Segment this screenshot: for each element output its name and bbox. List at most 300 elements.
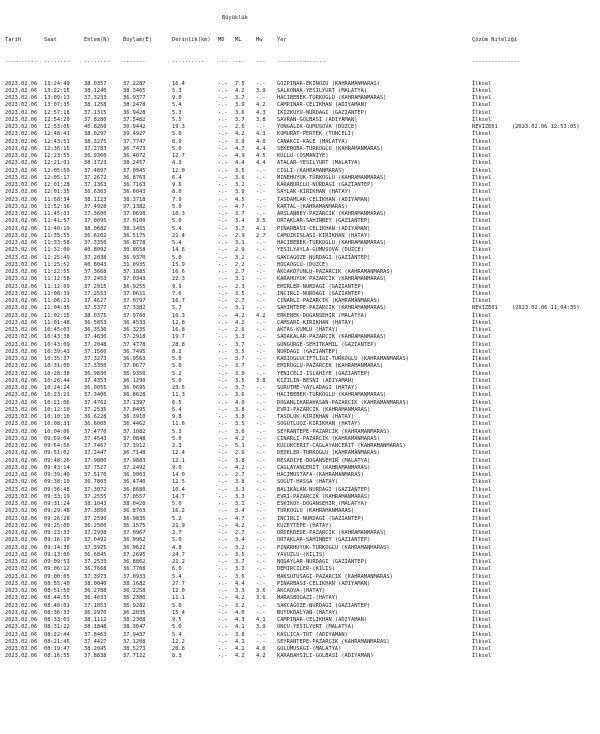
solution-quality-cell: İlksel	[472, 428, 492, 435]
depth-cell: 12.4	[172, 450, 185, 457]
md-cell: -.-	[218, 588, 228, 594]
longitude-cell: 36.3910	[123, 414, 146, 420]
location-cell: SAKCAGOZE-NURDAGI (GAZIANTEP)	[277, 602, 371, 609]
depth-cell: 2.3	[172, 443, 182, 449]
md-cell: -.-	[218, 559, 228, 565]
md-cell: -.-	[218, 501, 228, 507]
mw-cell: 3.6	[256, 588, 266, 594]
solution-quality-cell: İlksel	[472, 298, 492, 304]
table-row	[0, 233, 600, 240]
date-cell: 2023.02.06	[5, 211, 38, 217]
date-cell: 2023.02.06	[5, 145, 38, 152]
location-cell: KASLICA-TUT (ADIYAMAN)	[277, 631, 348, 638]
md-cell: -.-	[218, 269, 228, 275]
solution-quality-cell: İlksel	[472, 551, 492, 558]
solution-quality-cell: İlksel	[472, 595, 492, 602]
depth-cell: 10.3	[172, 312, 185, 319]
date-cell: 2023.02.06	[5, 580, 38, 587]
md-cell: -.-	[218, 566, 228, 573]
ml-cell: 3.6	[235, 174, 245, 181]
date-cell: 2023.02.06	[5, 399, 38, 406]
mw-cell: 3.8	[256, 116, 266, 123]
md-cell: -.-	[218, 80, 228, 87]
md-cell: -.-	[218, 102, 228, 109]
depth-cell: 11.6	[172, 421, 185, 428]
latitude-cell: 37.8280	[84, 116, 107, 123]
longitude-cell: 36.4462	[123, 421, 146, 428]
ml-cell: 4.2	[235, 464, 245, 471]
md-cell: -.-	[218, 522, 228, 529]
location-cell: BALIKALAN-NURDAGI (GAZIANTEP)	[277, 486, 371, 493]
md-cell: -.-	[218, 240, 228, 246]
solution-quality-cell: İlksel	[472, 95, 492, 101]
ml-cell: 4.1	[235, 638, 245, 645]
longitude-cell: 37.1397	[123, 399, 146, 406]
longitude-cell: 36.9962	[123, 537, 146, 544]
longitude-cell: 37.7747	[123, 138, 146, 145]
longitude-cell: 36.3235	[123, 327, 146, 333]
depth-cell: 12.0	[172, 167, 185, 174]
latitude-cell: 37.3925	[84, 544, 107, 551]
time-cell: 08:51:50	[44, 588, 70, 594]
longitude-cell: 37.0698	[123, 211, 146, 217]
mw-cell: -.-	[256, 334, 266, 341]
separator-time: --------	[44, 58, 70, 65]
md-cell: -.-	[218, 182, 228, 188]
time-cell: 12:57:18	[44, 109, 70, 116]
depth-cell: 19.7	[172, 334, 185, 341]
mw-cell: -.-	[256, 544, 266, 551]
header-ml: ML	[235, 37, 242, 43]
depth-cell: 5.0	[172, 435, 182, 442]
location-cell: EMIRLER-NURDAGI (GAZIANTEP)	[277, 283, 364, 290]
md-cell: -.-	[218, 421, 228, 428]
mw-cell: -.-	[256, 406, 266, 413]
depth-cell: 5.3	[172, 428, 182, 435]
ml-cell: 3.7	[235, 385, 245, 391]
location-cell: KARABAHSILI-GOLBASI (ADIYAMAN)	[277, 653, 374, 660]
latitude-cell: 36.5853	[84, 319, 107, 326]
ml-cell: 3.7	[235, 95, 245, 101]
location-cell: CINARLI-PAZARCIK (KAHRAMANMARAS)	[277, 435, 380, 442]
time-cell: 09:16:10	[44, 537, 70, 544]
table-row	[0, 153, 600, 160]
location-cell: KARABURCLU-NURDAGI (GAZIANTEP)	[277, 182, 374, 188]
ml-cell: 4.7	[235, 145, 245, 152]
location-cell: YENICELI-ISLAHIYE (GAZIANTEP)	[277, 370, 371, 377]
time-cell: 11:22:55	[44, 269, 70, 275]
mw-cell: -.-	[256, 450, 266, 457]
mw-cell: -.-	[256, 348, 266, 355]
table-row	[0, 139, 600, 146]
solution-quality-cell: REVIZE01	[472, 124, 498, 130]
time-cell: 11:33:58	[44, 240, 70, 246]
table-row	[0, 226, 600, 233]
table-row	[0, 334, 600, 341]
longitude-cell: 38.3718	[123, 196, 146, 203]
time-cell: 11:52:36	[44, 203, 70, 210]
solution-quality-cell: İlksel	[472, 138, 492, 145]
date-cell: 2023.02.06	[5, 261, 38, 268]
ml-cell: 4.2	[235, 87, 245, 94]
latitude-cell: 36.7803	[84, 479, 107, 486]
mw-cell: -.-	[256, 428, 266, 435]
longitude-cell: 37.0967	[123, 530, 146, 536]
latitude-cell: 37.3973	[84, 573, 107, 580]
md-cell: -.-	[218, 544, 228, 551]
mw-cell: -.-	[256, 247, 266, 254]
date-cell: 2023.02.06	[5, 588, 38, 594]
date-cell: 2023.02.06	[5, 167, 38, 174]
mw-cell: 4.2	[256, 102, 266, 109]
longitude-cell: 37.0495	[123, 406, 146, 413]
mw-cell: -.-	[256, 464, 266, 471]
header-separator-row	[0, 59, 600, 66]
time-cell: 11:41:57	[44, 218, 70, 225]
latitude-cell: 37.3850	[84, 508, 107, 515]
longitude-cell: 36.9377	[123, 95, 146, 101]
md-cell: -.-	[218, 377, 228, 384]
mw-cell: 4.2	[256, 653, 266, 660]
longitude-cell: 38.1682	[123, 580, 146, 587]
solution-quality-cell: İlksel	[472, 501, 492, 507]
latitude-cell: 36.2500	[84, 522, 107, 529]
longitude-cell: 36.9255	[123, 283, 146, 290]
location-cell: INCIRLI-NURDAGI (GAZIANTEP)	[277, 290, 364, 297]
table-row	[0, 523, 600, 530]
location-cell: SEYRANTEPE-PAZARCIK (KAHRAMANMARAS)	[277, 428, 390, 435]
location-cell: NOGAYLAR-NURDAGI (GAZIANTEP)	[277, 559, 368, 565]
longitude-cell: 36.9370	[123, 254, 146, 261]
mw-cell: -.-	[256, 530, 266, 536]
mw-cell: -.-	[256, 298, 266, 304]
time-cell: 08:36:33	[44, 609, 70, 616]
ml-cell: 2.9	[235, 232, 245, 239]
longitude-cell: 36.7708	[123, 566, 146, 573]
md-cell: -.-	[218, 392, 228, 399]
mw-cell: -.-	[256, 327, 266, 333]
time-cell: 09:09:53	[44, 559, 70, 565]
ml-cell: 3.3	[235, 566, 245, 573]
latitude-cell: 38.0297	[84, 131, 107, 138]
longitude-cell: 36.7148	[123, 450, 146, 457]
longitude-cell: 36.8778	[123, 240, 146, 246]
date-cell: 2023.02.06	[5, 80, 38, 87]
date-cell: 2023.02.06	[5, 617, 38, 623]
mw-cell: -.-	[256, 559, 266, 565]
location-cell: AKTAS-KUMLU (HATAY)	[277, 327, 339, 333]
time-cell: 09:00:05	[44, 573, 70, 580]
ml-cell: 2.6	[235, 327, 245, 333]
table-row	[0, 363, 600, 370]
md-cell: -.-	[218, 109, 228, 116]
depth-cell: 14.0	[172, 472, 185, 478]
time-cell: 12:54:20	[44, 116, 70, 123]
ml-cell: 3.5	[235, 377, 245, 384]
magnitude-group-header	[0, 15, 600, 23]
mw-cell: -.-	[256, 261, 266, 268]
table-row	[0, 218, 600, 225]
mw-cell: -.-	[256, 472, 266, 478]
table-row	[0, 501, 600, 508]
date-cell: 2023.02.06	[5, 247, 38, 254]
latitude-cell: 37.4928	[84, 203, 107, 210]
ml-cell: 4.0	[235, 609, 245, 616]
mw-cell: -.-	[256, 174, 266, 181]
table-row	[0, 624, 600, 631]
table-row	[0, 88, 600, 95]
md-cell: -.-	[218, 406, 228, 413]
date-cell: 2023.02.06	[5, 305, 38, 312]
time-cell: 09:31:24	[44, 501, 70, 507]
solution-quality-cell: İlksel	[472, 203, 492, 210]
date-cell: 2023.02.06	[5, 602, 38, 609]
md-cell: -.-	[218, 457, 228, 464]
location-cell: EMIROGLU-PAZARCIK (KAHRAMANMARAS)	[277, 363, 384, 370]
ml-cell: 3.9	[235, 138, 245, 145]
header-time: Saat	[44, 37, 57, 43]
latitude-cell: 36.6845	[84, 551, 107, 558]
ml-cell: 4.2	[235, 595, 245, 602]
depth-cell: 11.3	[172, 392, 185, 399]
latitude-cell: 37.2938	[84, 530, 107, 536]
ml-cell: 2.0	[235, 124, 245, 130]
latitude-cell: 37.3273	[84, 356, 107, 362]
table-row	[0, 429, 600, 436]
location-cell: KUCUKCERIT-CAGLAYANCERIT (KAHRAMANMARAS)	[277, 443, 406, 449]
solution-quality-cell: İlksel	[472, 544, 492, 551]
solution-quality-cell: İlksel	[472, 225, 492, 232]
table-row	[0, 168, 600, 175]
location-cell: SOGUTLUOZ-KIRIKHAN (HATAY)	[277, 421, 361, 428]
location-cell: CAMSARI-KIRIKHAN (HATAY)	[277, 319, 355, 326]
date-cell: 2023.02.06	[5, 124, 38, 130]
time-cell: 10:35:37	[44, 356, 70, 362]
separator-location: ---------------	[277, 58, 326, 65]
ml-cell: 3.4	[235, 508, 245, 515]
depth-cell: 5.0	[172, 624, 182, 631]
ml-cell: 3.4	[235, 537, 245, 544]
time-cell: 09:36:48	[44, 486, 70, 493]
md-cell: -.-	[218, 247, 228, 254]
table-row	[0, 291, 600, 298]
md-cell: -.-	[218, 225, 228, 232]
table-row	[0, 443, 600, 450]
location-cell: HACIMUSTAFA-(KAHRAMANMARAS)	[277, 472, 364, 478]
date-cell: 2023.02.06	[5, 102, 38, 109]
mw-cell: -.-	[256, 508, 266, 515]
solution-quality-cell: İlksel	[472, 450, 492, 457]
md-cell: -.-	[218, 631, 228, 638]
latitude-cell: 40.8043	[84, 261, 107, 268]
date-cell: 2023.02.06	[5, 392, 38, 399]
solution-quality-cell: İlksel	[472, 559, 492, 565]
md-cell: -.-	[218, 153, 228, 159]
depth-cell: 12.1	[172, 457, 185, 464]
longitude-cell: 36.9622	[123, 544, 146, 551]
md-cell: -.-	[218, 472, 228, 478]
ml-cell: 3.7	[235, 341, 245, 348]
solution-quality-cell: İlksel	[472, 624, 492, 631]
table-row	[0, 255, 600, 262]
depth-cell: 8.2	[172, 348, 182, 355]
md-cell: -.-	[218, 312, 228, 319]
ml-cell: 3.5	[235, 348, 245, 355]
table-row	[0, 81, 600, 88]
date-cell: 2023.02.06	[5, 421, 38, 428]
md-cell: -.-	[218, 131, 228, 138]
table-row	[0, 124, 600, 131]
latitude-cell: 37.4630	[84, 334, 107, 341]
date-cell: 2023.02.06	[5, 196, 38, 203]
longitude-cell: 37.1885	[123, 269, 146, 275]
ml-cell: 3.1	[235, 276, 245, 283]
time-cell: 09:13:00	[44, 551, 70, 558]
time-cell: 09:06:12	[44, 566, 70, 573]
mw-cell: 3.9	[256, 624, 266, 631]
solution-quality-cell: İlksel	[472, 588, 492, 594]
solution-quality-cell: İlksel	[472, 385, 492, 391]
solution-quality-cell: İlksel	[472, 87, 492, 94]
ml-cell: 2.7	[235, 530, 245, 536]
ml-cell: 3.7	[235, 356, 245, 362]
column-header-row	[0, 37, 600, 44]
ml-cell: 3.8	[235, 414, 245, 420]
longitude-cell: 36.9350	[123, 370, 146, 377]
table-row	[0, 508, 600, 515]
latitude-cell: 37.8463	[84, 631, 107, 638]
solution-quality-cell: İlksel	[472, 211, 492, 217]
date-cell: 2023.02.06	[5, 283, 38, 290]
solution-quality-cell: İlksel	[472, 653, 492, 660]
date-cell: 2023.02.06	[5, 203, 38, 210]
ml-cell: 2.2	[235, 261, 245, 268]
mw-cell: -.-	[256, 80, 266, 87]
table-row	[0, 197, 600, 204]
ml-cell: 2.7	[235, 472, 245, 478]
header-longitude: Boylam(E)	[123, 37, 152, 43]
ml-cell: 3.1	[235, 240, 245, 246]
date-cell: 2023.02.06	[5, 559, 38, 565]
ml-cell: 4.4	[235, 160, 245, 167]
solution-quality-cell: İlksel	[472, 348, 492, 355]
md-cell: -.-	[218, 479, 228, 486]
latitude-cell: 37.4427	[84, 638, 107, 645]
time-cell: 11:12:58	[44, 276, 70, 283]
table-row	[0, 588, 600, 595]
solution-quality-cell: İlksel	[472, 80, 492, 87]
longitude-cell: 36.9282	[123, 602, 146, 609]
date-cell: 2023.02.06	[5, 609, 38, 616]
mw-cell: -.-	[256, 435, 266, 442]
time-cell: 10:45:03	[44, 327, 70, 333]
date-cell: 2023.02.06	[5, 653, 38, 660]
location-cell: DEMIRCILER-(KILIS)	[277, 566, 335, 573]
table-row	[0, 313, 600, 320]
ml-cell: 3.7	[235, 116, 245, 123]
date-cell: 2023.02.06	[5, 290, 38, 297]
latitude-cell: 37.3350	[84, 240, 107, 246]
mw-cell: 4.4	[256, 145, 266, 152]
date-cell: 2023.02.06	[5, 116, 38, 123]
md-cell: -.-	[218, 508, 228, 515]
md-cell: -.-	[218, 87, 228, 94]
header-location: Yer	[277, 37, 287, 43]
latitude-cell: 37.2555	[84, 493, 107, 500]
time-cell: 12:36:15	[44, 145, 70, 152]
location-cell: SEKEROBA-TURKOGLU (KAHRAMANMARAS)	[277, 145, 384, 152]
ml-cell: 3.4	[235, 218, 245, 225]
mw-cell: -.-	[256, 501, 266, 507]
date-cell: 2023.02.06	[5, 646, 38, 652]
location-cell: EVRI-PAZARCIK (KAHRAMANMARAS)	[277, 493, 371, 500]
time-cell: 10:21:06	[44, 399, 70, 406]
longitude-cell: 37.2287	[123, 80, 146, 87]
solution-quality-cell: İlksel	[472, 573, 492, 580]
md-cell: -.-	[218, 203, 228, 210]
longitude-cell: 36.4740	[123, 479, 146, 486]
md-cell: -.-	[218, 363, 228, 370]
ml-cell: 3.0	[235, 370, 245, 377]
date-cell: 2023.02.06	[5, 327, 38, 333]
table-row	[0, 545, 600, 552]
header-date: Tarih	[5, 37, 22, 43]
longitude-cell: 38.2478	[123, 102, 146, 109]
time-cell: 09:39:40	[44, 472, 70, 478]
date-cell: 2023.02.06	[5, 131, 38, 138]
depth-cell: 15.4	[172, 609, 185, 616]
longitude-cell: 38.3465	[123, 87, 146, 94]
depth-cell: 10.4	[172, 486, 185, 493]
location-cell: TASOLUK-KIRIKHAN (HATAY)	[277, 414, 355, 420]
location-cell: NURDAGI (GAZIANTEP)	[277, 348, 339, 355]
longitude-cell: 37.9883	[123, 457, 146, 464]
table-row	[0, 566, 600, 573]
md-cell: -.-	[218, 646, 228, 652]
revision-note-cell: (2023.02.06 11:04:35)	[512, 305, 580, 312]
latitude-cell: 40.8092	[84, 247, 107, 254]
solution-quality-cell: İlksel	[472, 283, 492, 290]
depth-cell: 9.9	[172, 283, 182, 290]
table-row	[0, 479, 600, 486]
latitude-cell: 38.1723	[84, 160, 107, 167]
time-cell: 10:12:10	[44, 406, 70, 413]
ml-cell: 3.2	[235, 254, 245, 261]
ml-cell: 2.3	[235, 283, 245, 290]
table-row	[0, 240, 600, 247]
longitude-cell: 37.7122	[123, 653, 146, 660]
ml-cell: 3.6	[235, 392, 245, 399]
table-row	[0, 653, 600, 660]
table-row	[0, 117, 600, 124]
time-cell: 10:10:10	[44, 414, 70, 420]
table-row	[0, 342, 600, 349]
latitude-cell: 38.0682	[84, 225, 107, 232]
mw-cell: -.-	[256, 443, 266, 449]
table-row	[0, 131, 600, 138]
latitude-cell: 37.7527	[84, 464, 107, 471]
latitude-cell: 37.4897	[84, 167, 107, 174]
table-row	[0, 436, 600, 443]
latitude-cell: 38.1848	[84, 624, 107, 631]
ml-cell: 3.8	[235, 479, 245, 486]
depth-cell: 2.7	[172, 530, 182, 536]
mw-cell: -.-	[256, 414, 266, 420]
ml-cell: 3.8	[235, 406, 245, 413]
mw-cell: -.-	[256, 363, 266, 370]
depth-cell: 7.6	[172, 290, 182, 297]
depth-cell: 5.0	[172, 363, 182, 370]
